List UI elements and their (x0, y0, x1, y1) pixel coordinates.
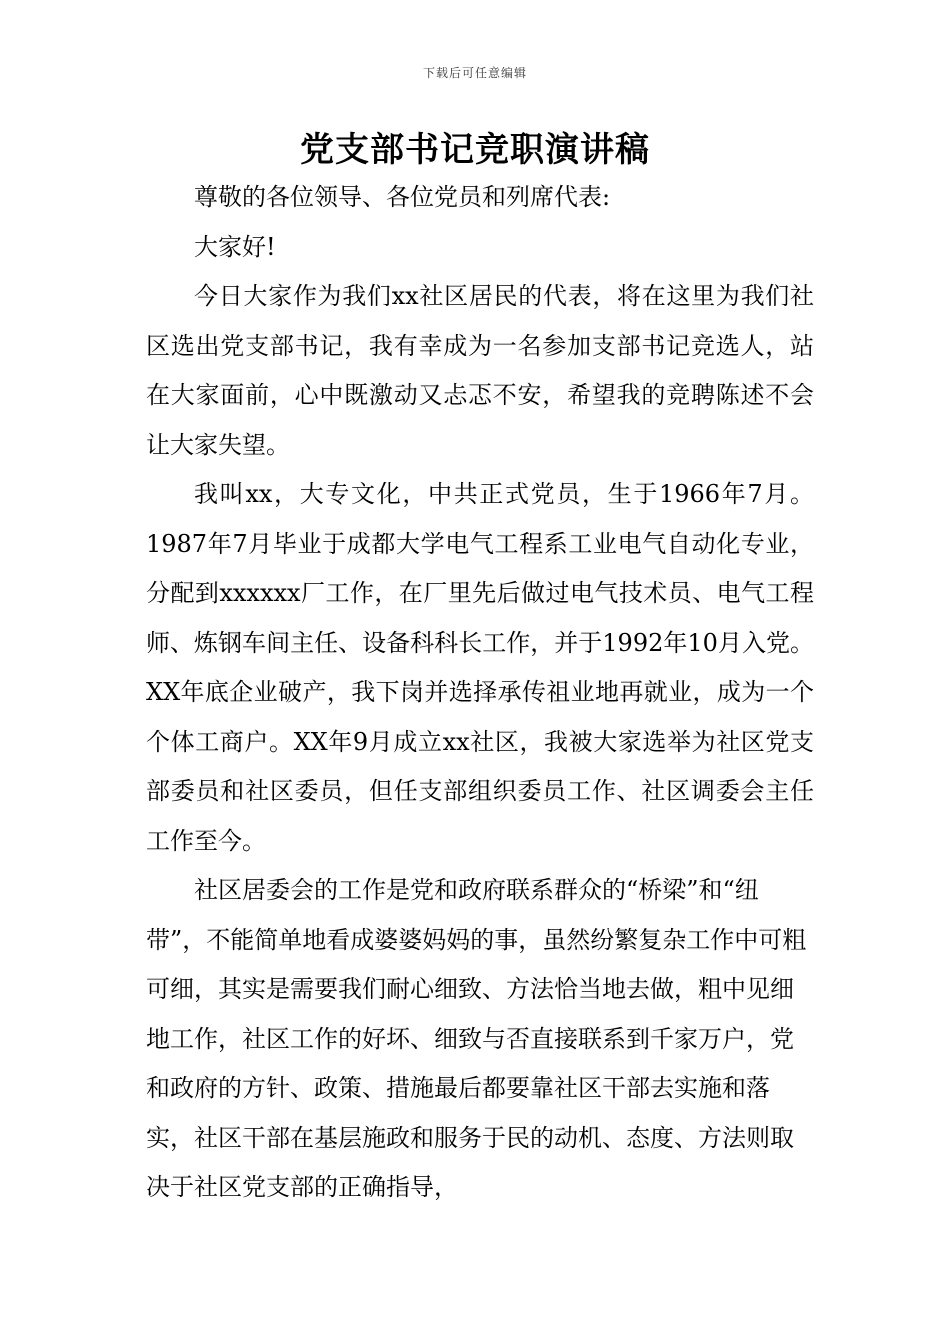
document-title: 党支部书记竞职演讲稿 (300, 130, 650, 170)
salutation-paragraph: 尊敬的各位领导、各位党员和列席代表: (194, 183, 611, 211)
page-header-note: 下载后可任意编辑 (422, 66, 527, 80)
intro-paragraph: 今日大家作为我们xx社区居民的代表，将在这里为我们社区选出党支部书记，我有幸成为一名参加支部书记竞选人，站在大家面前，心中既激动又忐忑不安，希望我的竞聘陈述不会让大家失望。 (146, 282, 814, 459)
background-paragraph: 我叫xx，大专文化，中共正式党员，生于1966年7月。1987年7月毕业于成都大学电气工程系工业电气自动化专业，分配到xxxxxx厂工作，在厂里先后做过电气技术员、电气工程师、炼钢车间主任、设备科科长工作，并于1992年10月入党。XX年底企业破产，我下岗并选择承传祖业地再就业，成为一个个体工商户。XX年9月成立xx社区，我被大家选举为社区党支部委员和社区委员，但任支部组织委员工作、社区调委会主任工作至今。 (146, 480, 814, 855)
community-work-paragraph: 社区居委会的工作是党和政府联系群众的“桥梁”和“纽带”，不能简单地看成婆婆妈妈的事，虽然纷繁复杂工作中可粗可细，其实是需要我们耐心细致、方法恰当地去做，粗中见细地工作，社区工作的好坏、细致与否直接联系到千家万户，党和政府的方针、政策、措施最后都要靠社区干部去实施和落实，社区干部在基层施政和服务于民的动机、态度、方法则取决于社区党支部的正确指导， (146, 876, 807, 1201)
greeting-paragraph: 大家好! (194, 232, 276, 261)
document-body (146, 173, 814, 1213)
